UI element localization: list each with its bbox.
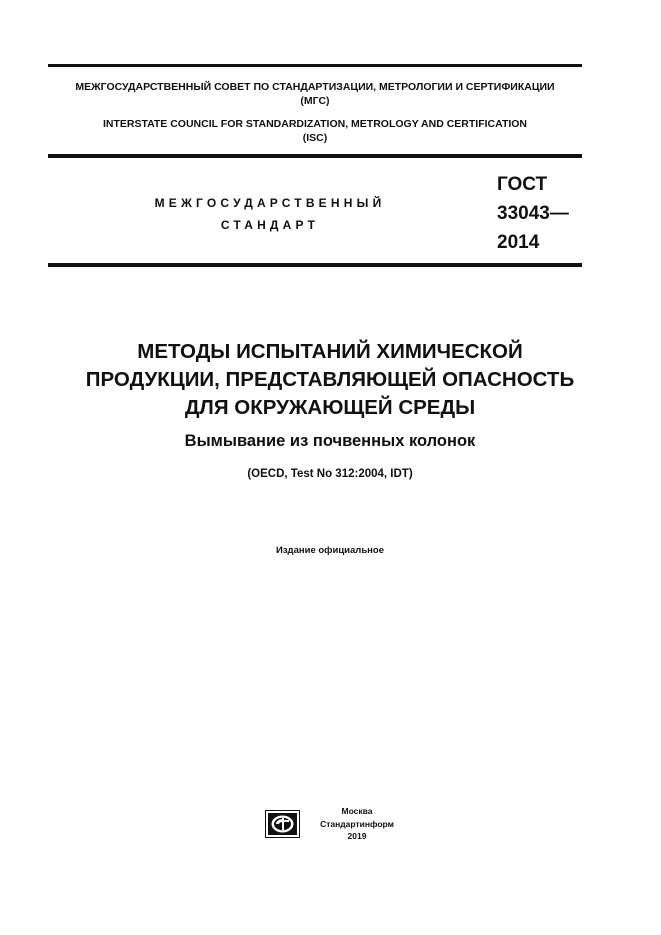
council-ru-abbr: (МГС) xyxy=(300,95,330,107)
gost-number: 33043— xyxy=(497,203,569,224)
title-line3: ДЛЯ ОКРУЖАЮЩЕЙ СРЕДЫ xyxy=(184,396,476,419)
gost-year: 2014 xyxy=(497,232,540,253)
reference-standard: (OECD, Test No 312:2004, IDT) xyxy=(247,468,413,480)
publisher-block xyxy=(304,805,410,843)
designation-rule xyxy=(48,263,582,267)
top-rule xyxy=(48,64,582,67)
council-en-abbr: (ISC) xyxy=(302,132,328,144)
document-title xyxy=(40,338,620,422)
title-line1: МЕТОДЫ ИСПЫТАНИЙ ХИМИЧЕСКОЙ xyxy=(137,340,523,363)
header-rule xyxy=(48,154,582,158)
standard-kind-line2: СТАНДАРТ xyxy=(220,218,320,232)
title-line2: ПРОДУКЦИИ, ПРЕДСТАВЛЯЮЩЕЙ ОПАСНОСТЬ xyxy=(85,368,575,391)
gost-prefix: ГОСТ xyxy=(497,174,548,195)
publisher-city: Москва xyxy=(341,806,373,816)
edition-note: Издание официальное xyxy=(276,545,384,556)
council-ru-name: МЕЖГОСУДАРСТВЕННЫЙ СОВЕТ ПО СТАНДАРТИЗАЦИИ, МЕТРОЛОГИИ И СЕРТИФИКАЦИИ xyxy=(75,81,555,93)
publisher-year: 2019 xyxy=(347,831,367,841)
standartinform-logo-icon xyxy=(265,810,300,838)
standard-kind-line1: МЕЖГОСУДАРСТВЕННЫЙ xyxy=(154,196,386,210)
council-header xyxy=(48,80,582,145)
document-subtitle: Вымывание из почвенных колонок xyxy=(184,432,476,450)
gost-designation xyxy=(497,170,569,257)
council-en-name: INTERSTATE COUNCIL FOR STANDARDIZATION, METROLOGY AND CERTIFICATION xyxy=(102,118,528,130)
publisher-name: Стандартинформ xyxy=(320,818,394,829)
standard-kind xyxy=(130,192,410,236)
